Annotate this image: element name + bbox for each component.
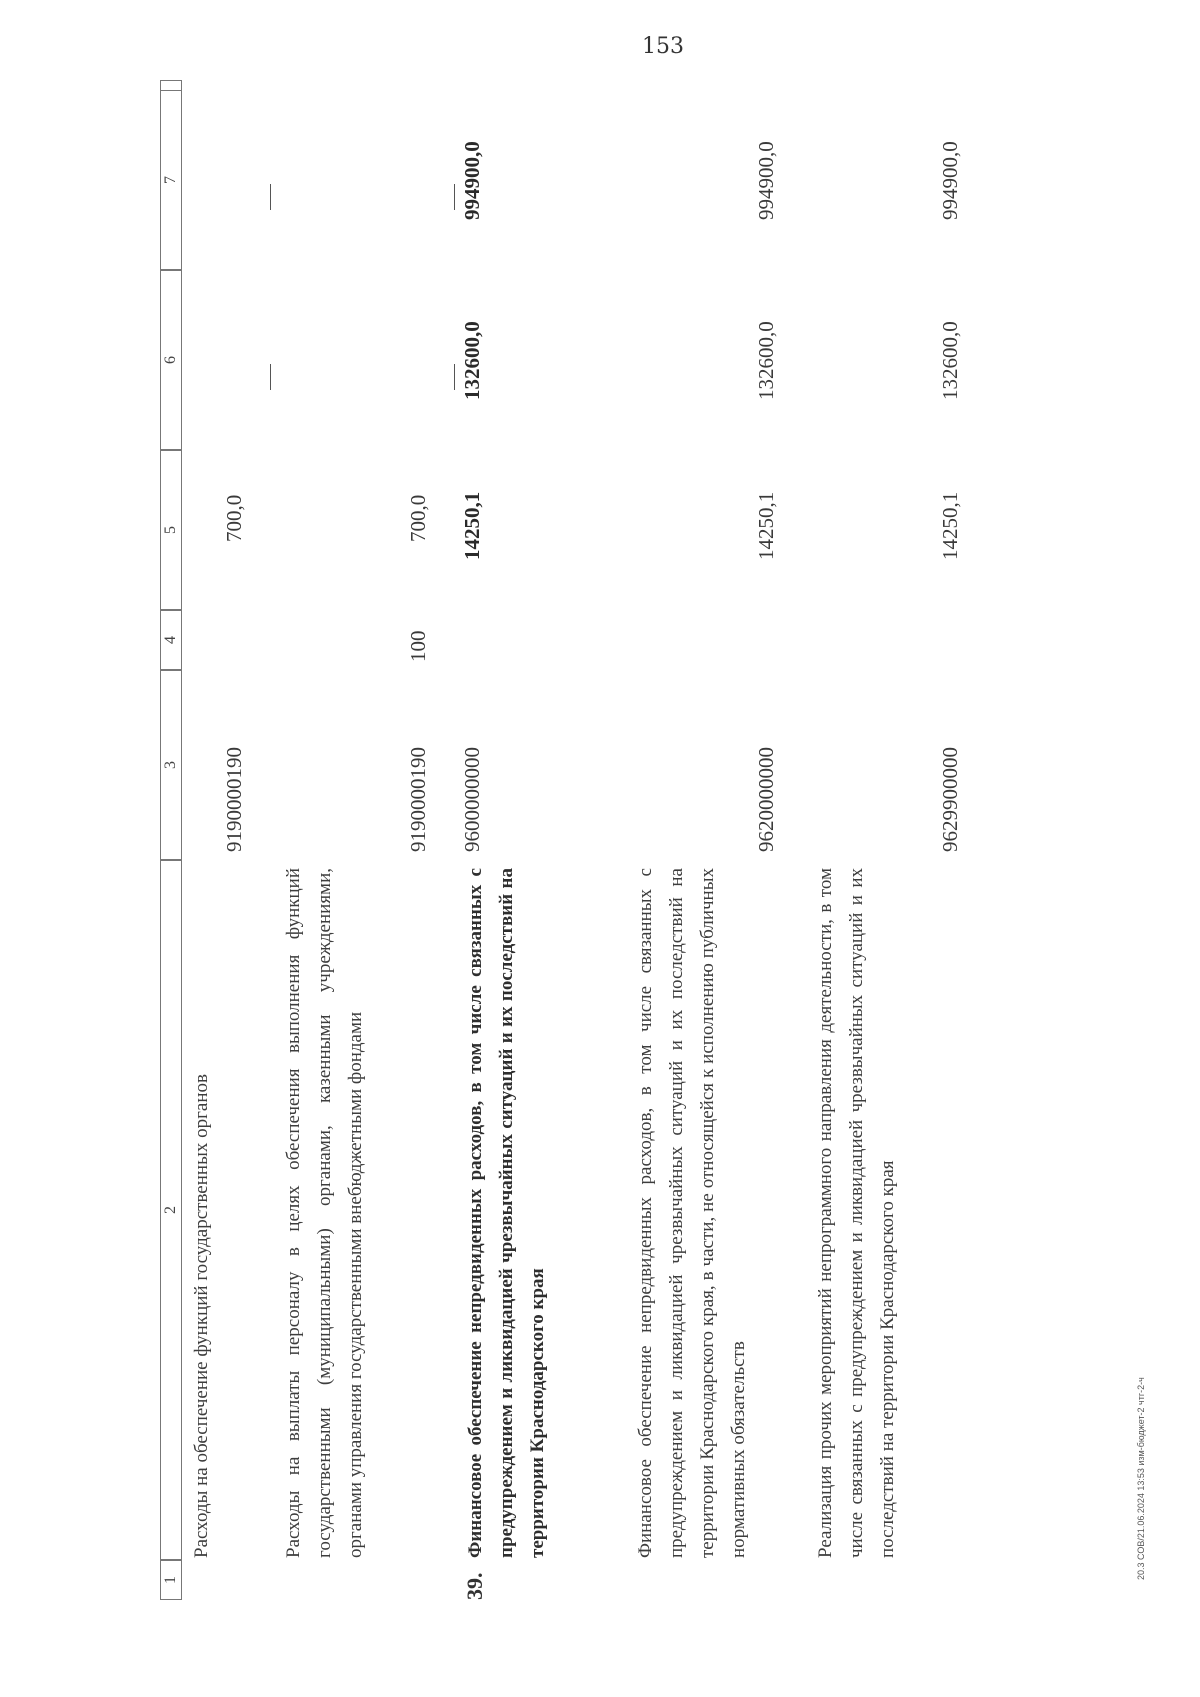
column-header-7: 7	[160, 90, 182, 270]
row-value-5: 700,0	[222, 494, 246, 542]
row-code: 9629900000	[938, 747, 962, 852]
column-header-1: 1	[160, 1560, 182, 1600]
column-header-4: 4	[160, 610, 182, 670]
row-type: 100	[406, 630, 430, 662]
row-value-6-dash	[270, 364, 271, 390]
row-description: Реализация прочих мероприятий непрограммного направления деятельности, в том числе связанных с предупреждением и ликвидацией чрезвычайных ситуаций и их последствий на территории Краснодарского края	[815, 868, 898, 1558]
row-code: 9620000000	[754, 747, 778, 852]
column-header-3: 3	[160, 670, 182, 860]
footer-code: 20.3 СОВ/21.06.2024 13:53 изм-бюджет-2 чтг-2-ч	[1136, 1377, 1146, 1580]
row-value-6-dash	[454, 364, 455, 390]
row-number: 39.	[462, 1572, 487, 1600]
row-description: Расходы на обеспечение функций государственных органов	[191, 1074, 212, 1558]
row-value-6: 132600,0	[754, 321, 778, 400]
row-code: 9190000190	[222, 747, 246, 852]
row-value-7-dash	[454, 184, 455, 210]
row-value-6: 132600,0	[938, 321, 962, 400]
row-description: Финансовое обеспечение непредвиденных расходов, в том числе связанных с предупреждением и ликвидацией чрезвычайных ситуаций и их последствий на территории Краснодарского края, в части, не относящейся к исполнению публичных нормативных обязательств	[635, 868, 749, 1558]
row-value-5: 700,0	[406, 494, 430, 542]
column-header-2: 2	[160, 860, 182, 1560]
row-value-7-dash	[270, 184, 271, 210]
row-code: 9190000190	[406, 747, 430, 852]
column-header-5: 5	[160, 450, 182, 610]
row-value-7: 994900,0	[754, 141, 778, 220]
page-number: 153	[642, 34, 684, 59]
row-code: 9600000000	[460, 747, 484, 852]
row-description: Расходы на выплаты персоналу в целях обеспечения выполнения функций государственными (муниципальными) органами, казенными учреждениями, органами управления государственными внебюджетными фондами	[283, 868, 366, 1558]
budget-table	[160, 80, 1060, 1600]
row-value-5: 14250,1	[754, 491, 778, 560]
row-value-5: 14250,1	[460, 491, 484, 560]
column-header-6: 6	[160, 270, 182, 450]
row-description: Финансовое обеспечение непредвиденных расходов, в том числе связанных с предупреждением и ликвидацией чрезвычайных ситуаций и их последствий на территории Краснодарского края	[465, 868, 548, 1558]
row-value-5: 14250,1	[938, 491, 962, 560]
row-value-7: 994900,0	[460, 141, 484, 220]
row-value-7: 994900,0	[938, 141, 962, 220]
row-value-6: 132600,0	[460, 321, 484, 400]
